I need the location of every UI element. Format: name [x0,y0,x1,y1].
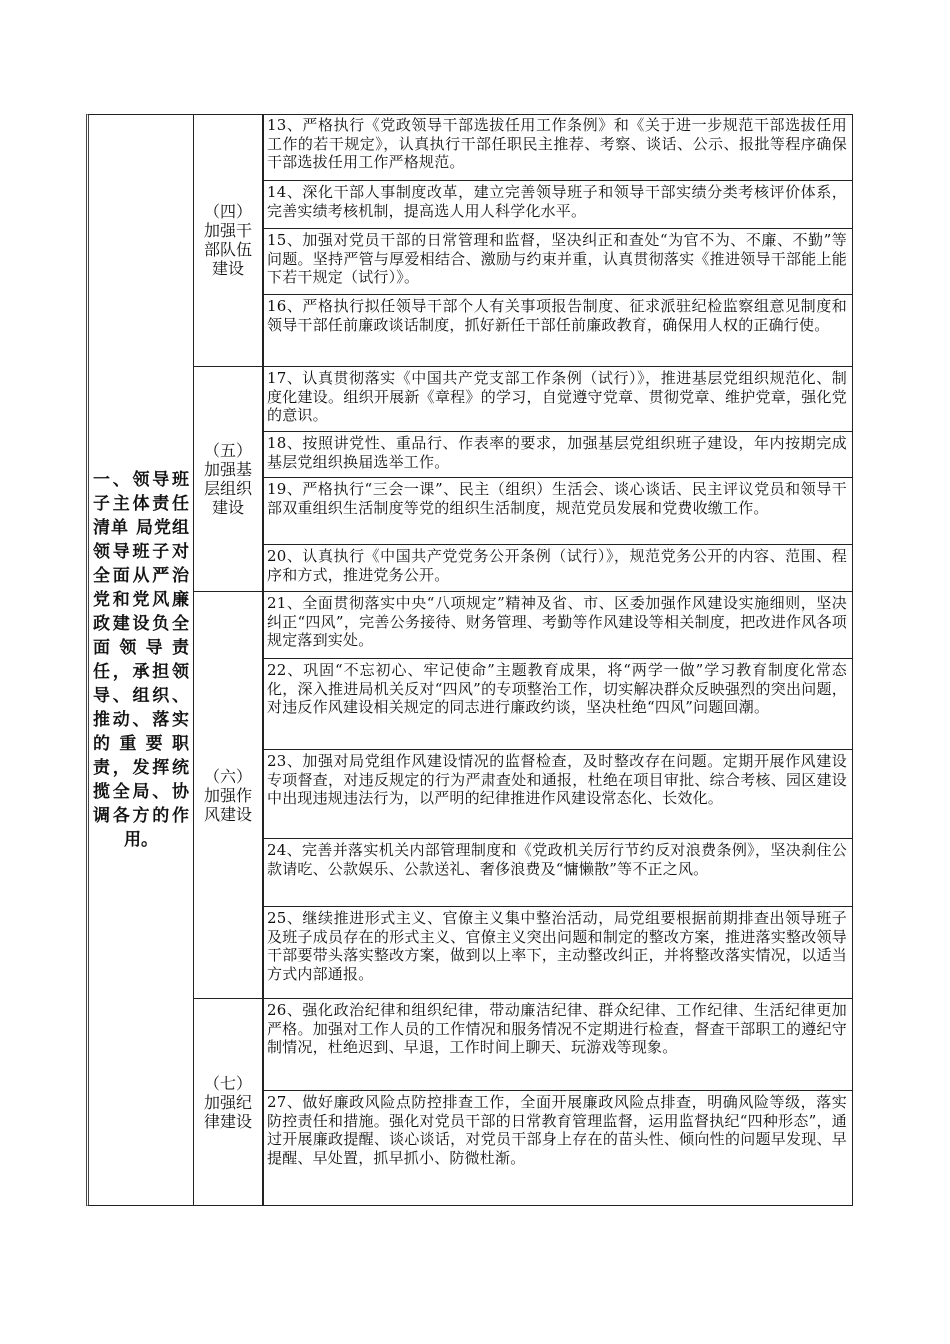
group-label: （五）加强基层组织建设 [203,441,252,517]
group-label-cell [194,592,264,998]
group-items [264,367,853,591]
section-title: 一、领导班子主体责任清单 局党组领导班子对全面从严治党和党风廉政建设负全面领导责任，承担领导、组织、推动、落实的重要职责，发挥统揽全局、协调各方的作用。 [93,470,189,850]
table-row: 22、巩固“不忘初心、牢记使命”主题教育成果，将“两学一做”学习教育制度化常态化，深入推进局机关反对“四风”的专项整治工作，切实解决群众反映强烈的突出问题，对违反作风建设相关规定的同志进行廉政约谈，坚决杜绝“四风”问题回潮。 [264,659,853,750]
table-row: 16、严格执行拟任领导干部个人有关事项报告制度、征求派驻纪检监察组意见制度和领导干部任前廉政谈话制度，抓好新任干部任前廉政教育，确保用人权的正确行使。 [267,297,847,334]
table-row: 27、做好廉政风险点防控排查工作，全面开展廉政风险点排查，明确风险等级，落实防控责任和措施。强化对党员干部的日常教育管理监督，运用监督执纪“四种形态”，通过开展廉政提醒、谈心谈话，对党员干部身上存在的苗头性、倾向性的问题早发现、早提醒、早处置，抓早抓小、防微杜渐。 [267,1093,847,1167]
group-grassroots-building [194,367,853,592]
group-items [264,999,853,1206]
group-items [264,592,853,998]
table-row: 20、认真执行《中国共产党党务公开条例（试行）》，规范党务公开的内容、范围、程序和方式，推进党务公开。 [267,547,847,584]
group-label: （七）加强纪律建设 [203,1074,252,1131]
table-row: 17、认真贯彻落实《中国共产党支部工作条例（试行）》，推进基层党组织规范化、制度化建设。组织开展新《章程》的学习，自觉遵守党章、贯彻党章、维护党章，强化党的意识。 [264,367,853,432]
group-label: （四）加强干部队伍建设 [203,202,252,278]
group-label-cell [194,114,264,366]
group-cadre-building [194,114,853,367]
table-row: 19、严格执行“三会一课”、民主（组织）生活会、谈心谈话、民主评议党员和领导干部双重组织生活制度等党的组织生活制度，规范党员发展和党费收缴工作。 [264,478,853,545]
table-row: 26、强化政治纪律和组织纪律，带动廉洁纪律、群众纪律、工作纪律、生活纪律更加严格。加强对工作人员的工作情况和服务情况不定期进行检查，督查干部职工的遵纪守制情况，杜绝迟到、早退，工作时间上聊天、玩游戏等现象。 [264,999,853,1091]
group-discipline-building [194,999,853,1206]
section-cell [89,114,194,1206]
table-row: 24、完善并落实机关内部管理制度和《党政机关厉行节约反对浪费条例》，坚决刹住公款请吃、公款娱乐、公款送礼、奢侈浪费及“慵懒散”等不正之风。 [264,839,853,907]
table-row: 23、加强对局党组作风建设情况的监督检查，及时整改存在问题。定期开展作风建设专项督查，对违反规定的行为严肃查处和通报，杜绝在项目审批、综合考核、园区建设中出现违规违法行为，以严明的纪律推进作风建设常态化、长效化。 [264,750,853,839]
group-style-building [194,592,853,999]
group-label-cell [194,367,264,591]
table-row: 21、全面贯彻落实中央“八项规定”精神及省、市、区委加强作风建设实施细则，坚决纠正“四风”，完善公务接待、财务管理、考勤等作风建设等相关制度，把改进作风各项规定落到实处。 [264,592,853,659]
group-items [264,114,853,366]
table-row: 25、继续推进形式主义、官僚主义集中整治活动，局党组要根据前期排查出领导班子及班子成员存在的形式主义、官僚主义突出问题和制定的整改方案，推进落实整改领导干部要带头落实整改方案，做到以上率下，主动整改纠正，并将整改落实情况，以适当方式内部通报。 [267,909,847,983]
table-row: 15、加强对党员干部的日常管理和监督，坚决纠正和查处“为官不为、不廉、不勤”等问题。坚持严管与厚爱相结合、激励与约束并重，认真贯彻落实《推进领导干部能上能下若干规定（试行）》。 [264,229,853,295]
table-row: 18、按照讲党性、重品行、作表率的要求，加强基层党组织班子建设，年内按期完成基层党组织换届选举工作。 [264,432,853,478]
group-label: （六）加强作风建设 [203,766,252,824]
table-row: 14、深化干部人事制度改革，建立完善领导班子和领导干部实绩分类考核评价体系，完善实绩考核机制，提高选人用人科学化水平。 [264,181,853,229]
table-row: 13、严格执行《党政领导干部选拔任用工作条例》和《关于进一步规范干部选拔任用工作的若干规定》，认真执行干部任职民主推荐、考察、谈话、公示、报批等程序确保干部选拔任用工作严格规范。 [264,114,853,181]
group-label-cell [194,999,264,1206]
